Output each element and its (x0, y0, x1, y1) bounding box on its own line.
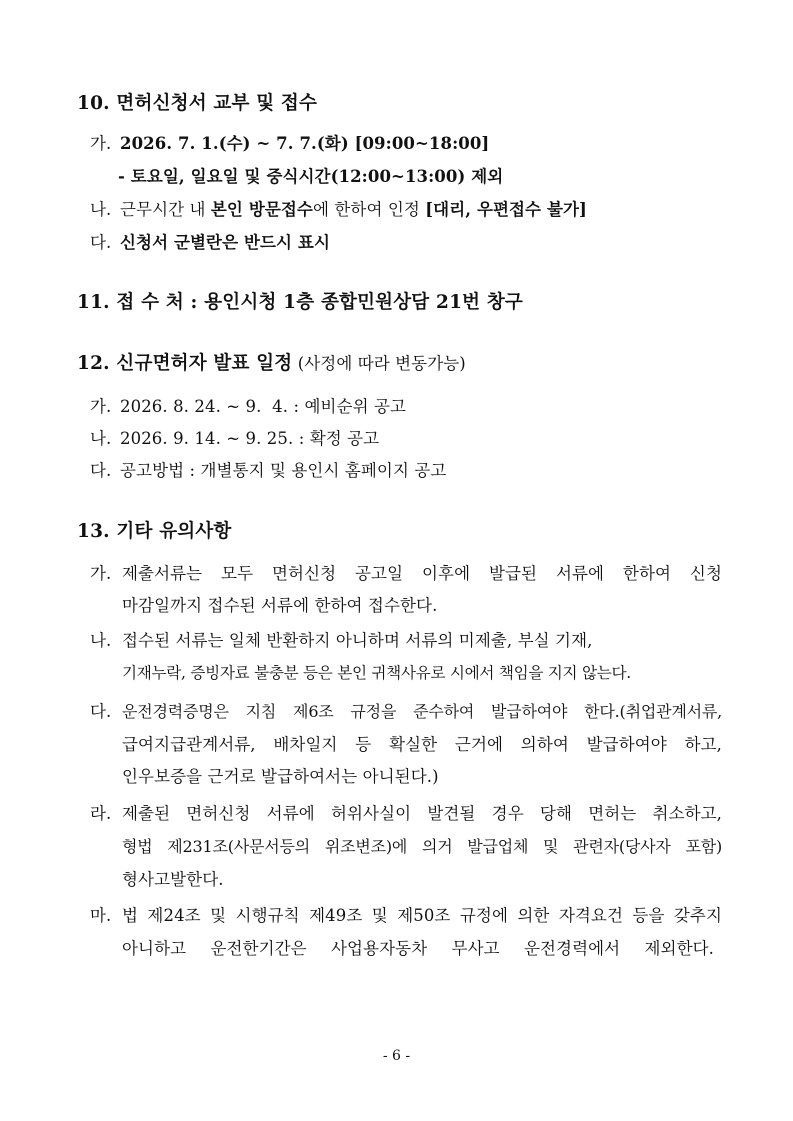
item-text-mid: 에 한하여 인정 (312, 200, 426, 219)
section-13-item-e-marker: 마. (90, 906, 112, 925)
section-11-title: 11. 접 수 처 : 용인시청 1층 종합민원상담 21번 창구 (77, 292, 524, 313)
section-12-title: 12. 신규면허자 발표 일정 (77, 353, 293, 374)
item-text: 2026. 9. 14. ~ 9. 25. : 확정 공고 (120, 429, 380, 448)
section-13-item-b-line-2: 기재누락, 증빙자료 불충분 등은 본인 귀책사유로 시에서 책임을 지지 않는다. (122, 664, 631, 682)
item-text-pre: 근무시간 내 (120, 200, 211, 219)
section-13-item-d-line-1: 제출된 면허신청 서류에 허위사실이 발견될 경우 당해 면허는 취소하고, (122, 804, 722, 823)
section-13-item-a-line-1: 제출서류는 모두 면허신청 공고일 이후에 발급된 서류에 한하여 신청 (122, 564, 722, 583)
item-marker: 가. (90, 134, 112, 153)
section-13-item-c-marker: 다. (90, 702, 112, 721)
section-13-item-c-line-3: 인우보증을 근거로 발급하여서는 아니된다.) (122, 767, 439, 786)
section-13-item-e-line-1: 법 제24조 및 시행규칙 제49조 및 제50조 규정에 의한 자격요건 등을 갖추지 (122, 906, 722, 925)
section-10-item-a (90, 132, 489, 156)
section-13-item-b-marker: 나. (90, 631, 112, 650)
section-12-note: (사정에 따라 변동가능) (297, 354, 466, 373)
item-marker: 나. (90, 429, 112, 448)
section-12-item-a (90, 395, 406, 419)
section-12-heading (77, 352, 466, 376)
section-10-title: 10. 면허신청서 교부 및 접수 (77, 93, 318, 114)
section-13-item-d-line-2: 형법 제231조(사문서등의 위조변조)에 의거 발급업체 및 관련자(당사자 포함) (122, 837, 722, 856)
item-marker: 나. (90, 200, 112, 219)
section-12-item-c (90, 459, 446, 483)
section-13-item-c-line-1: 운전경력증명은 지침 제6조 규정을 준수하여 발급하여야 한다.(취업관계서류, (122, 702, 722, 721)
item-marker: 다. (90, 233, 112, 252)
page-number: - 6 - (382, 1048, 411, 1064)
section-13-title: 13. 기타 유의사항 (77, 521, 232, 542)
section-13-item-d-marker: 라. (90, 804, 112, 823)
section-13-item-d-line-3: 형사고발한다. (122, 870, 224, 889)
section-13-item-b-line-1: 접수된 서류는 일체 반환하지 아니하며 서류의 미제출, 부실 기재, (122, 631, 593, 650)
item-text-bold-2: [대리, 우편접수 불가] (425, 200, 587, 219)
section-13-item-a-marker: 가. (90, 564, 112, 583)
item-marker: 가. (90, 397, 112, 416)
section-13-item-e-line-2: 아니하고 운전한기간은 사업용자동차 무사고 운전경력에서 제외한다. (122, 939, 714, 958)
item-text: 신청서 군별란은 반드시 표시 (120, 233, 331, 252)
section-10-item-b (90, 198, 587, 222)
section-10-item-a-sub: - 토요일, 일요일 및 중식시간(12:00~13:00) 제외 (118, 167, 504, 186)
section-10-item-c (90, 231, 330, 255)
item-text-bold: 본인 방문접수 (210, 200, 313, 219)
item-marker: 다. (90, 461, 112, 480)
item-text: 공고방법 : 개별통지 및 용인시 홈페이지 공고 (120, 461, 447, 480)
section-13-item-a-line-2: 마감일까지 접수된 서류에 한하여 접수한다. (122, 596, 438, 615)
section-13-item-c-line-2: 급여지급관계서류, 배차일지 등 확실한 근거에 의하여 발급하여야 하고, (122, 735, 722, 754)
section-12-item-b (90, 427, 379, 451)
item-text: 2026. 8. 24. ~ 9. 4. : 예비순위 공고 (120, 397, 407, 416)
item-text: 2026. 7. 1.(수) ~ 7. 7.(화) [09:00~18:00] (120, 134, 490, 153)
